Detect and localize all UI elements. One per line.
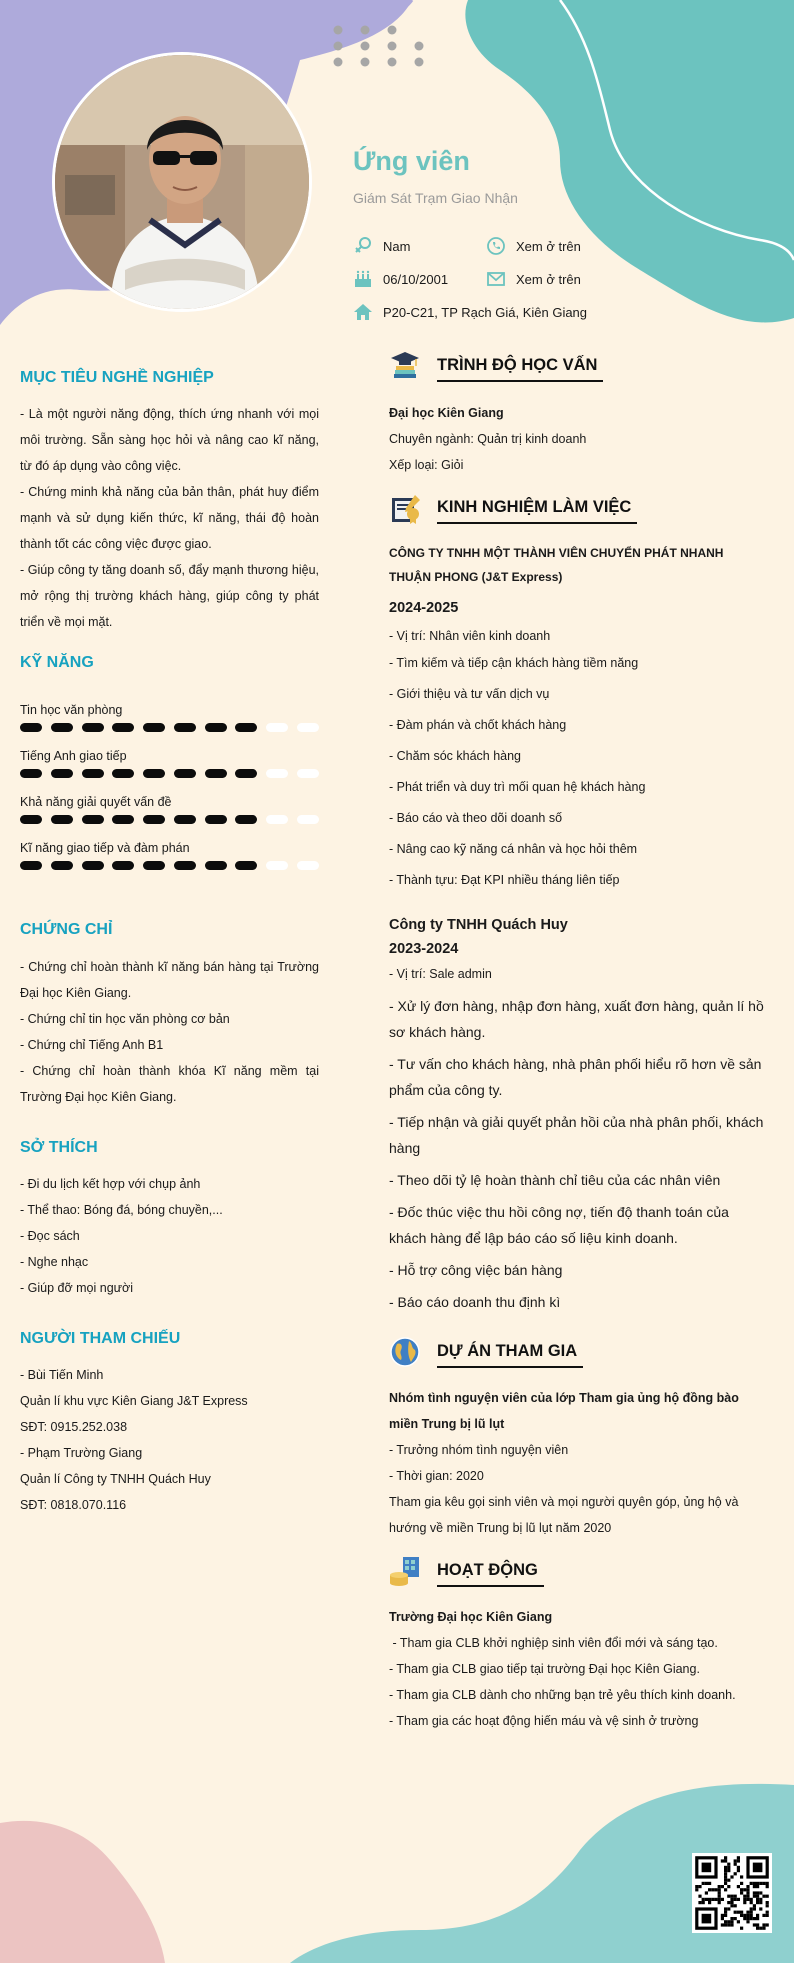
skill-dot-filled xyxy=(174,723,196,732)
activities-header xyxy=(389,1555,544,1587)
email-row xyxy=(486,269,581,289)
experience-header xyxy=(389,492,637,524)
graduation-cap-icon xyxy=(389,350,421,382)
job-duty: - Đàm phán và chốt khách hàng xyxy=(389,718,567,732)
activity-line: - Tham gia CLB dành cho những bạn trẻ yêu thích kinh doanh. xyxy=(389,1688,736,1702)
projects-block xyxy=(389,1385,767,1541)
job-duty: - Tiếp nhận và giải quyết phản hồi của nhà phân phối, khách hàng xyxy=(389,1114,764,1156)
skill-dot-filled xyxy=(205,769,227,778)
home-icon xyxy=(353,302,373,322)
company-name: CÔNG TY TNHH MỘT THÀNH VIÊN CHUYỂN PHÁT NHANH THUẬN PHONG (J&T Express) xyxy=(389,546,724,584)
skill-dot-filled xyxy=(143,769,165,778)
qr-code[interactable] xyxy=(692,1853,772,1933)
objective-item: - Chứng minh khả năng của bản thân, phát huy điểm mạnh và sử dụng kiến thức, kĩ năng, thái độ hoàn thành tốt các công việc được giao. xyxy=(20,485,319,551)
skill-dot-filled xyxy=(51,769,73,778)
education-header xyxy=(389,350,603,382)
reference-line: Quản lí Công ty TNHH Quách Huy xyxy=(20,1472,211,1486)
gender-value: Nam xyxy=(383,238,411,254)
certificate-item: - Chứng chỉ hoàn thành khóa Kĩ năng mềm tại Trường Đại học Kiên Giang. xyxy=(20,1064,319,1104)
skill-dot-empty xyxy=(297,723,319,732)
email-value: Xem ở trên xyxy=(516,271,581,287)
job-period: 2024-2025 xyxy=(389,600,459,616)
objective-heading: MỤC TIÊU NGHỀ NGHIỆP xyxy=(20,369,214,386)
skill-dot-empty xyxy=(266,769,288,778)
hobbies-heading: SỞ THÍCH xyxy=(20,1139,98,1156)
gender-row xyxy=(353,236,410,256)
job-2-block xyxy=(389,913,767,1321)
major: Chuyên ngành: Quản trị kinh doanh xyxy=(389,432,587,446)
skills-heading: KỸ NĂNG xyxy=(20,654,94,671)
qr-code-image xyxy=(692,1853,772,1933)
skill-dot-filled xyxy=(143,861,165,870)
job-duty: - Xử lý đơn hàng, nhập đơn hàng, xuất đơn hàng, quản lí hồ sơ khách hàng. xyxy=(389,998,764,1040)
job-duty: - Đốc thúc việc thu hồi công nợ, tiến độ thanh toán của khách hàng để lập báo cáo số liệu kinh doanh. xyxy=(389,1204,729,1246)
globe-icon xyxy=(389,1336,421,1368)
hobby-item: - Thể thao: Bóng đá, bóng chuyền,... xyxy=(20,1203,223,1217)
references-heading: NGƯỜI THAM CHIẾU xyxy=(20,1330,181,1347)
address-value: P20-C21, TP Rạch Giá, Kiên Giang xyxy=(383,304,588,320)
job-duty: - Thành tựu: Đạt KPI nhiều tháng liên tiếp xyxy=(389,873,620,887)
email-icon xyxy=(486,269,506,289)
skill-dot-filled xyxy=(174,815,196,824)
skill-level-bar xyxy=(20,861,319,871)
job-duty: - Tìm kiếm và tiếp cận khách hàng tiềm năng xyxy=(389,656,639,670)
job-duty: - Theo dõi tỷ lệ hoàn thành chỉ tiêu của các nhân viên xyxy=(389,1172,721,1188)
skill-dot-filled xyxy=(82,723,104,732)
skill-item xyxy=(20,795,319,825)
certificate-item: - Chứng chỉ tin học văn phòng cơ bản xyxy=(20,1012,230,1026)
skill-dot-filled xyxy=(82,815,104,824)
skill-dot-empty xyxy=(266,815,288,824)
skill-dot-filled xyxy=(20,815,42,824)
skill-dot-filled xyxy=(235,815,257,824)
skill-dot-filled xyxy=(174,769,196,778)
project-line: - Trưởng nhóm tình nguyện viên xyxy=(389,1443,569,1457)
skill-level-bar xyxy=(20,769,319,779)
skill-dot-filled xyxy=(51,861,73,870)
objective-item: - Là một người năng động, thích ứng nhanh với mọi môi trường. Sẵn sàng học hỏi và nâng cao kĩ năng, từ đó áp dụng vào công việc. xyxy=(20,407,319,473)
skill-item xyxy=(20,749,319,779)
skill-dot-filled xyxy=(205,723,227,732)
skill-dot-filled xyxy=(20,861,42,870)
activities-icon xyxy=(389,1555,421,1587)
skill-dot-empty xyxy=(266,861,288,870)
job-period: 2023-2024 xyxy=(389,941,459,957)
education-block xyxy=(389,400,767,478)
project-line: Tham gia kêu gọi sinh viên và mọi người quyên góp, ủng hộ và hướng về miền Trung bị lũ lụt năm 2020 xyxy=(389,1495,739,1535)
job-1-company xyxy=(389,541,767,589)
skill-dot-filled xyxy=(20,769,42,778)
hobby-item: - Đi du lịch kết hợp với chụp ảnh xyxy=(20,1177,201,1191)
skill-dot-filled xyxy=(51,723,73,732)
activity-line: - Tham gia CLB giao tiếp tại trường Đại học Kiên Giang. xyxy=(389,1662,700,1676)
job-duty: - Chăm sóc khách hàng xyxy=(389,749,522,763)
hobby-item: - Đọc sách xyxy=(20,1229,80,1243)
skill-item xyxy=(20,841,319,871)
skill-level-bar xyxy=(20,815,319,825)
reference-line: Quản lí khu vực Kiên Giang J&T Express xyxy=(20,1394,248,1408)
projects-heading: DỰ ÁN THAM GIA xyxy=(437,1342,583,1368)
hobby-item: - Giúp đỡ mọi người xyxy=(20,1281,133,1295)
activities-block xyxy=(389,1604,767,1734)
skill-dot-filled xyxy=(51,815,73,824)
hobbies-list xyxy=(20,1171,319,1301)
skill-item xyxy=(20,703,319,733)
phone-value: Xem ở trên xyxy=(516,238,581,254)
job-1-block xyxy=(389,593,767,896)
birthday-cake-icon xyxy=(353,269,373,289)
certificate-item: - Chứng chỉ hoàn thành kĩ năng bán hàng tại Trường Đại học Kiên Giang. xyxy=(20,960,319,1000)
skill-dot-filled xyxy=(174,861,196,870)
job-duty: - Báo cáo doanh thu định kì xyxy=(389,1294,561,1310)
skill-dot-filled xyxy=(205,815,227,824)
skill-name: Tin học văn phòng xyxy=(20,703,123,717)
skill-dot-empty xyxy=(297,861,319,870)
grade: Xếp loại: Giỏi xyxy=(389,458,464,472)
skill-name: Khả năng giải quyết vấn đề xyxy=(20,795,172,809)
reference-line: SĐT: 0818.070.116 xyxy=(20,1498,127,1512)
candidate-title: Giám Sát Trạm Giao Nhận xyxy=(353,190,518,206)
certificates-list xyxy=(20,954,319,1110)
skill-dot-empty xyxy=(266,723,288,732)
skill-dot-filled xyxy=(143,815,165,824)
job-position: - Vị trí: Nhân viên kinh doanh xyxy=(389,629,551,643)
skill-dot-filled xyxy=(112,769,134,778)
birthdate-value: 06/10/2001 xyxy=(383,271,449,287)
skill-name: Kĩ năng giao tiếp và đàm phán xyxy=(20,841,190,855)
objective-item: - Giúp công ty tăng doanh số, đẩy mạnh thương hiệu, mở rộng thị trường khách hàng, giúp công ty phát triển về mọi mặt. xyxy=(20,563,319,629)
activity-line: - Tham gia các hoạt động hiến máu và vệ sinh ở trường xyxy=(389,1714,699,1728)
education-heading: TRÌNH ĐỘ HỌC VẤN xyxy=(437,356,603,382)
reference-line: - Bùi Tiến Minh xyxy=(20,1368,104,1382)
activities-heading: HOẠT ĐỘNG xyxy=(437,1561,544,1587)
skill-dot-empty xyxy=(297,815,319,824)
skill-dot-filled xyxy=(205,861,227,870)
experience-heading: KINH NGHIỆM LÀM VIỆC xyxy=(437,498,637,524)
reference-line: - Phạm Trường Giang xyxy=(20,1446,143,1460)
skill-dot-filled xyxy=(20,723,42,732)
school-name: Đại học Kiên Giang xyxy=(389,406,504,420)
address-row xyxy=(353,302,587,322)
job-duty: - Tư vấn cho khách hàng, nhà phân phối hiểu rõ hơn về sản phẩm của công ty. xyxy=(389,1056,762,1098)
skill-name: Tiếng Anh giao tiếp xyxy=(20,749,127,763)
job-duty: - Giới thiệu và tư vấn dịch vụ xyxy=(389,687,550,701)
job-duty: - Báo cáo và theo dõi doanh số xyxy=(389,811,563,825)
phone-icon xyxy=(486,236,506,256)
skill-dot-filled xyxy=(82,769,104,778)
skill-dot-filled xyxy=(235,723,257,732)
skill-dot-filled xyxy=(235,861,257,870)
project-line: - Thời gian: 2020 xyxy=(389,1469,484,1483)
hobby-item: - Nghe nhạc xyxy=(20,1255,89,1269)
projects-header xyxy=(389,1336,583,1368)
activity-org: Trường Đại học Kiên Giang xyxy=(389,1610,553,1624)
certificates-heading: CHỨNG CHỈ xyxy=(20,921,113,938)
skill-dot-filled xyxy=(235,769,257,778)
candidate-name: Ứng viên xyxy=(353,146,470,176)
skill-dot-filled xyxy=(143,723,165,732)
skill-level-bar xyxy=(20,723,319,733)
skill-dot-filled xyxy=(112,815,134,824)
job-duty: - Phát triển và duy trì mối quan hệ khách hàng xyxy=(389,780,646,794)
job-position: - Vị trí: Sale admin xyxy=(389,967,492,981)
activity-line: - Tham gia CLB khởi nghiệp sinh viên đổi mới và sáng tạo. xyxy=(389,1636,718,1650)
company-name: Công ty TNHH Quách Huy xyxy=(389,917,568,933)
certificate-item: - Chứng chỉ Tiếng Anh B1 xyxy=(20,1038,164,1052)
profile-photo xyxy=(55,55,312,312)
reference-line: SĐT: 0915.252.038 xyxy=(20,1420,128,1434)
skill-dot-filled xyxy=(82,861,104,870)
skill-dot-filled xyxy=(112,861,134,870)
skill-dot-filled xyxy=(112,723,134,732)
job-duty: - Nâng cao kỹ năng cá nhân và học hỏi thêm xyxy=(389,842,638,856)
skill-dot-empty xyxy=(297,769,319,778)
job-duty: - Hỗ trợ công việc bán hàng xyxy=(389,1262,563,1278)
avatar xyxy=(52,52,312,312)
phone-row xyxy=(486,236,581,256)
references-list xyxy=(20,1362,319,1518)
birthdate-row xyxy=(353,269,448,289)
project-title: Nhóm tình nguyện viên của lớp Tham gia ủng hộ đồng bào miền Trung bị lũ lụt xyxy=(389,1391,739,1431)
work-certificate-icon xyxy=(389,492,421,524)
objective-list xyxy=(20,401,319,635)
gender-icon xyxy=(353,236,373,256)
